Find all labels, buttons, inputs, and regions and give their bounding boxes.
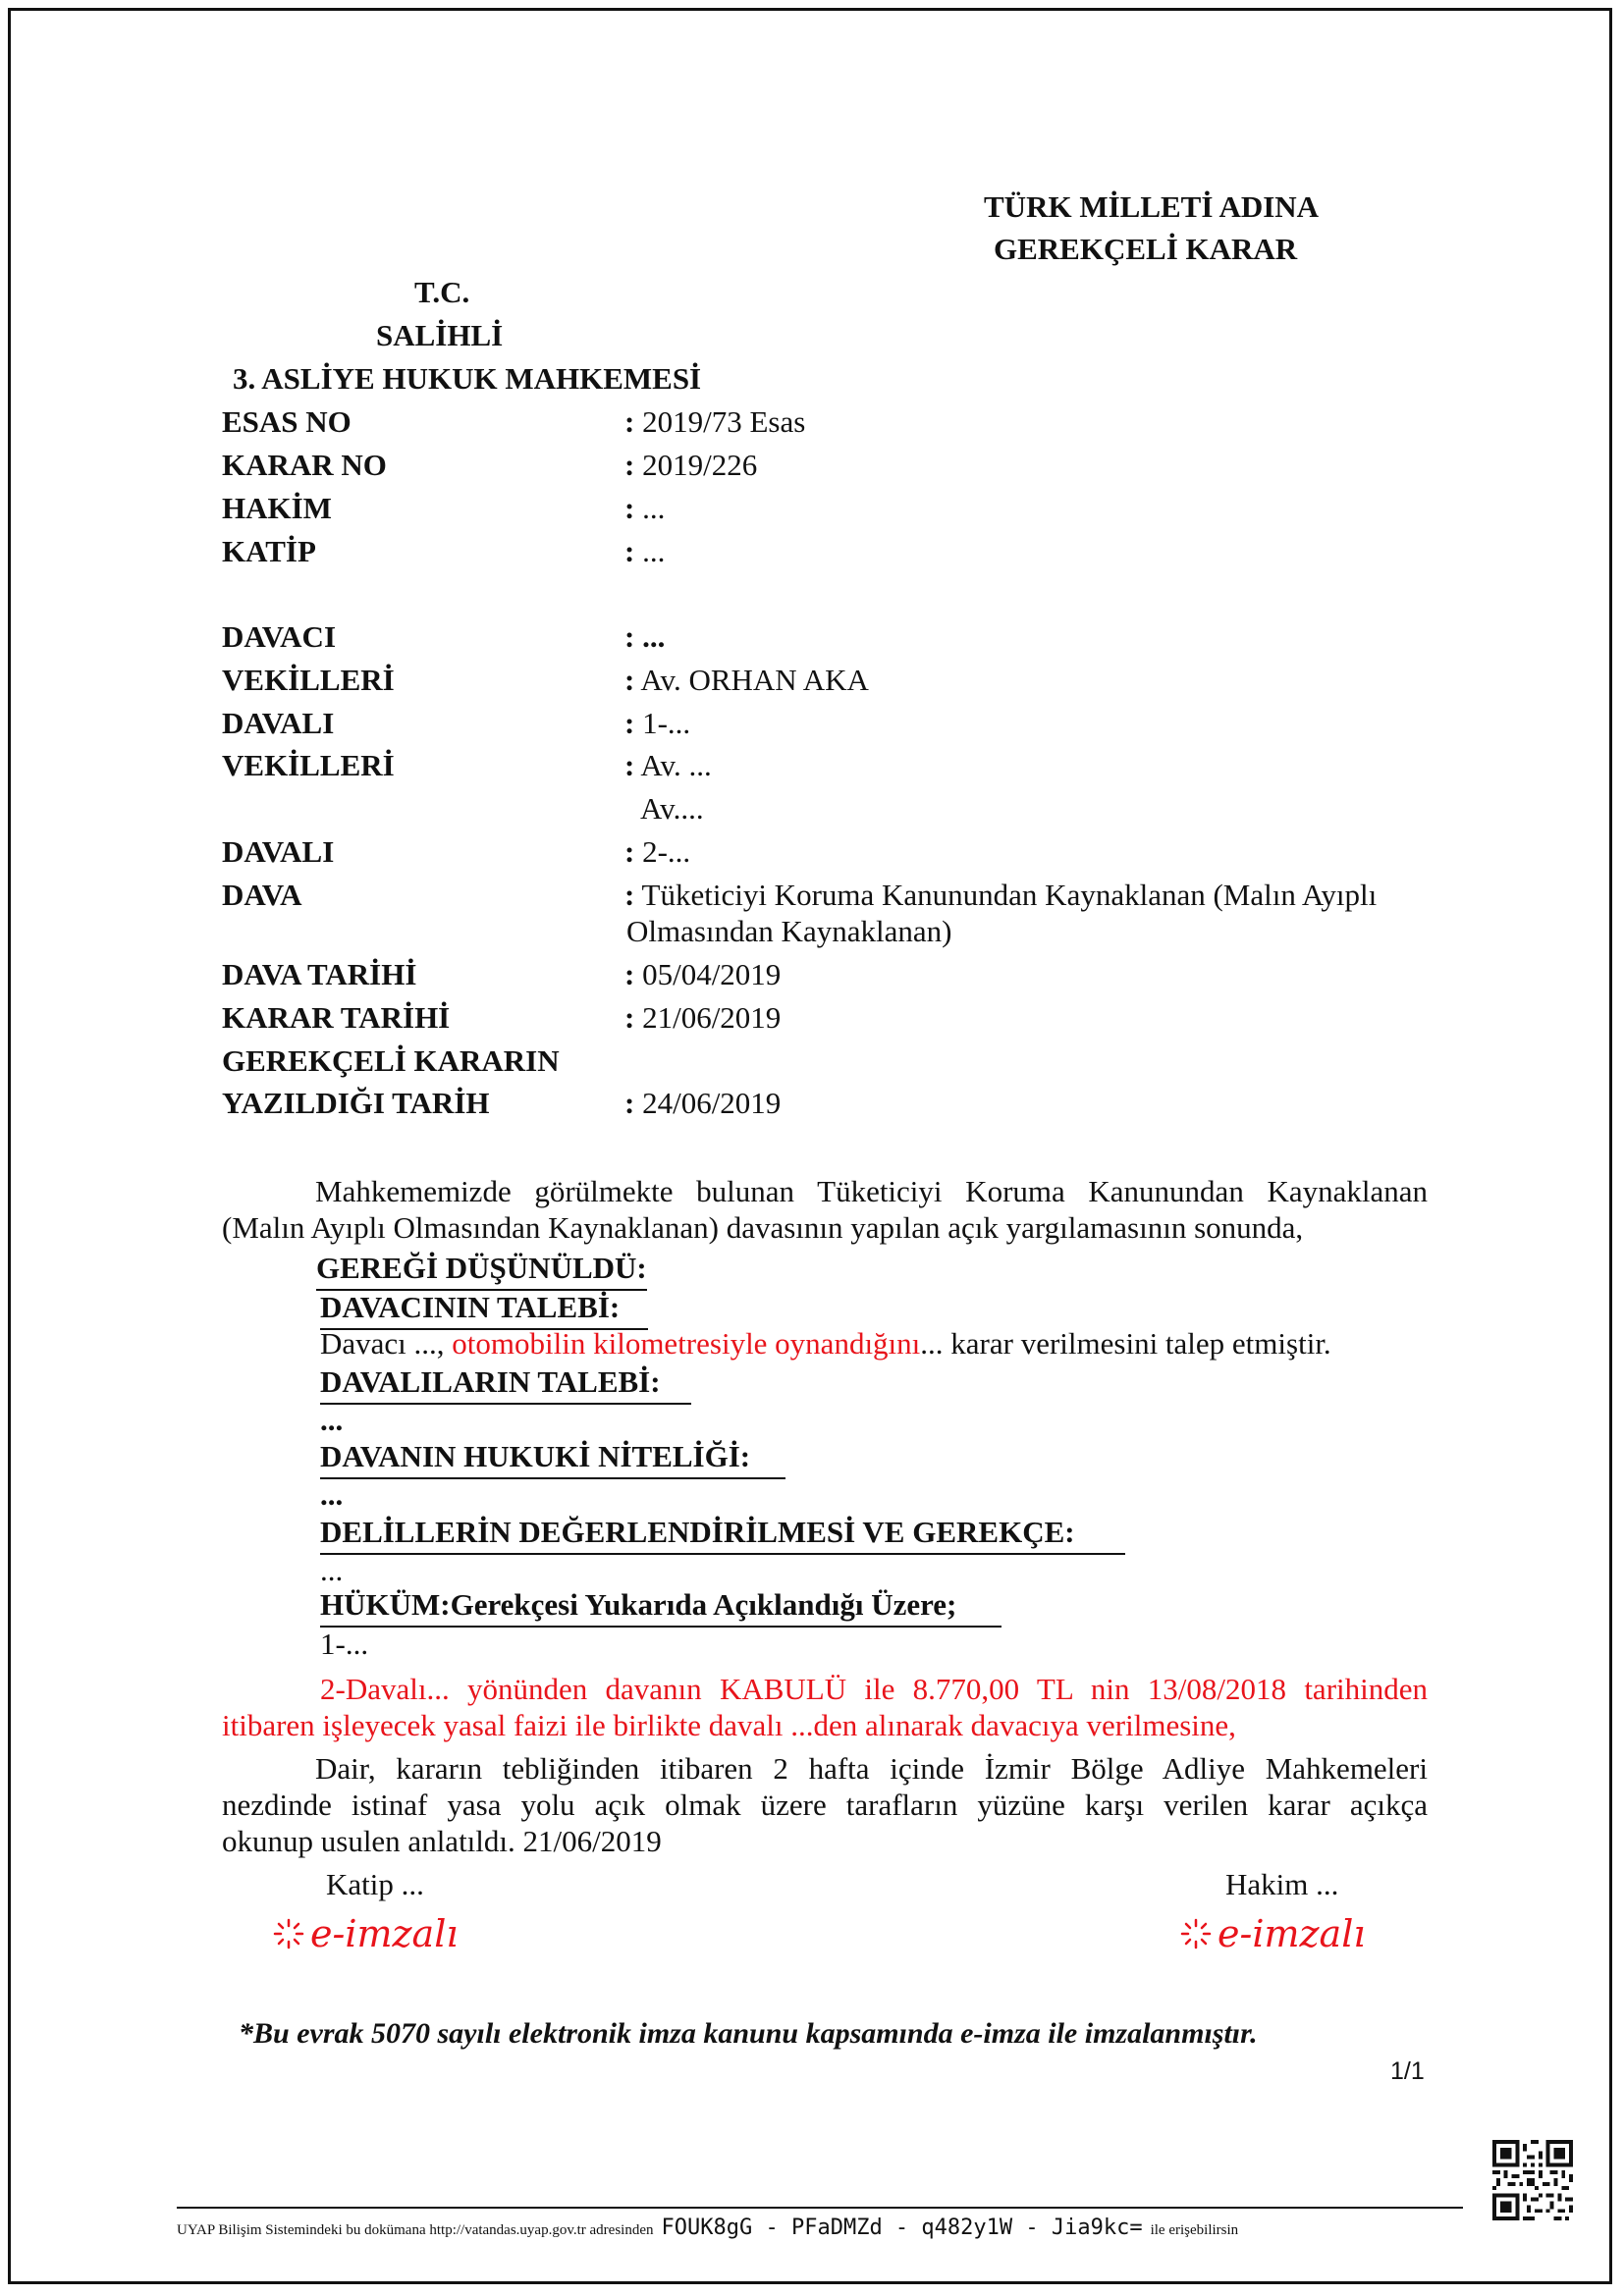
field-value-yazildigi-tarih: : 24/06/2019	[624, 1086, 782, 1120]
field-label-davaci: DAVACI	[222, 619, 337, 654]
page-border	[8, 8, 1612, 2284]
footer-text: UYAP Bilişim Sistemindeki bu dokümana http://vatandas.uyap.gov.tr adresinden	[177, 2222, 654, 2238]
dair-line-2: nezdinde istinaf yasa yolu açık olmak üzere tarafların yüzüne karşı verilen karar açıkça	[222, 1788, 1428, 1822]
field-value-dava-line2: Olmasından Kaynaklanan)	[626, 914, 952, 948]
field-value-karar-tarihi: : 21/06/2019	[624, 1000, 782, 1035]
field-label-karar-tarihi: KARAR TARİHİ	[222, 1000, 451, 1035]
field-label-dava-tarihi: DAVA TARİHİ	[222, 957, 417, 991]
e-signature-spark-icon	[271, 1916, 306, 1951]
court-name: 3. ASLİYE HUKUK MAHKEMESİ	[233, 361, 702, 396]
delillerin-degerlendirilmesi-text: ...	[320, 1553, 344, 1587]
field-value-davali-2: : 2-...	[624, 834, 691, 869]
e-signature-spark-icon	[1178, 1916, 1214, 1951]
field-label-davali-2: DAVALI	[222, 834, 335, 869]
city-label: SALİHLİ	[376, 318, 504, 352]
dair-line-1: Dair, kararın tebliğinden itibaren 2 hafta içinde İzmir Bölge Adliye Mahkemeleri	[315, 1751, 1428, 1786]
katip-e-signature: e-imzalı	[271, 1912, 459, 1955]
field-value-vekilleri-1: : Av. ORHAN AKA	[624, 663, 869, 697]
footer-text-end: ile erişebilirsin	[1150, 2222, 1239, 2238]
hukum-item-2-line-2: itibaren işleyecek yasal faizi ile birlikte davalı ...den alınarak davacıya verilmesine,	[222, 1708, 1236, 1742]
field-value-dava: : Tüketiciyi Koruma Kanunundan Kaynaklanan (Malın Ayıplı	[624, 878, 1378, 912]
field-label-karar-no: KARAR NO	[222, 448, 387, 482]
tc-label: T.C.	[414, 275, 470, 309]
field-value-dava-tarihi: : 05/04/2019	[624, 957, 782, 991]
field-label-vekilleri-1: VEKİLLERİ	[222, 663, 395, 697]
heading-davacinin-talebi: DAVACININ TALEBİ:	[320, 1290, 648, 1330]
field-label-hakim: HAKİM	[222, 491, 332, 525]
qr-code-icon	[1492, 2140, 1573, 2220]
heading-davanin-hukuki-niteligi: DAVANIN HUKUKİ NİTELİĞİ:	[320, 1439, 785, 1479]
field-label-esas-no: ESAS NO	[222, 404, 352, 439]
heading-hukum: HÜKÜM:Gerekçesi Yukarıda Açıklandığı Üzere;	[320, 1587, 1001, 1628]
dair-line-3: okunup usulen anlatıldı. 21/06/2019	[222, 1824, 662, 1858]
document-title: TÜRK MİLLETİ ADINA	[984, 189, 1320, 224]
field-value-vekilleri-2: : Av. ...	[624, 748, 712, 782]
heading-delillerin-degerlendirilmesi: DELİLLERİN DEĞERLENDİRİLMESİ VE GEREKÇE:	[320, 1515, 1125, 1555]
footer-divider	[177, 2207, 1463, 2209]
field-label-vekilleri-2: VEKİLLERİ	[222, 748, 395, 782]
davalilarin-talebi-text: ...	[320, 1403, 344, 1437]
davaci-talebi-text: Davacı ..., otomobilin kilometresiyle oynandığını... karar verilmesini talep etmiştir.	[320, 1326, 1331, 1361]
heading-davalilarin-talebi: DAVALILARIN TALEBİ:	[320, 1364, 691, 1405]
hakim-signature-label: Hakim ...	[1225, 1867, 1339, 1901]
field-label-gerekceli-kararin: GEREKÇELİ KARARIN	[222, 1043, 560, 1078]
page-number: 1/1	[1390, 2057, 1425, 2085]
field-label-katip: KATİP	[222, 534, 316, 568]
e-signature-notice: *Bu evrak 5070 sayılı elektronik imza kanunu kapsamında e-imza ile imzalanmıştır.	[239, 2017, 1258, 2050]
field-label-dava: DAVA	[222, 878, 302, 912]
heading-geregi-dusunuldu: GEREĞİ DÜŞÜNÜLDÜ:	[316, 1251, 647, 1291]
intro-line-2: (Malın Ayıplı Olmasından Kaynaklanan) davasının yapılan açık yargılamasının sonunda,	[222, 1210, 1304, 1245]
field-value-vekilleri-2-line2: Av....	[640, 791, 704, 826]
field-value-davali-1: : 1-...	[624, 706, 691, 740]
field-value-hakim: : ...	[624, 491, 666, 525]
field-value-esas-no: : 2019/73 Esas	[624, 404, 806, 439]
document-subtitle: GEREKÇELİ KARAR	[994, 232, 1298, 266]
davanin-hukuki-niteligi-text: ...	[320, 1477, 344, 1512]
footer	[177, 2216, 1468, 2240]
katip-signature-label: Katip ...	[326, 1867, 424, 1901]
field-value-karar-no: : 2019/226	[624, 448, 758, 482]
field-value-davaci: : ...	[624, 619, 666, 654]
hukum-item-1: 1-...	[320, 1627, 369, 1661]
field-label-yazildigi-tarih: YAZILDIĞI TARİH	[222, 1086, 490, 1120]
field-label-davali-1: DAVALI	[222, 706, 335, 740]
hukum-item-2-line-1: 2-Davalı... yönünden davanın KABULÜ ile 8.770,00 TL nin 13/08/2018 tarihinden	[320, 1672, 1428, 1706]
intro-line-1: Mahkememizde görülmekte bulunan Tüketiciyi Koruma Kanunundan Kaynaklanan	[315, 1174, 1428, 1208]
hakim-e-signature: e-imzalı	[1178, 1912, 1366, 1955]
field-value-katip: : ...	[624, 534, 666, 568]
verification-code: FOUK8gG - PFaDMZd - q482y1W - Jia9kc=	[661, 2216, 1143, 2240]
